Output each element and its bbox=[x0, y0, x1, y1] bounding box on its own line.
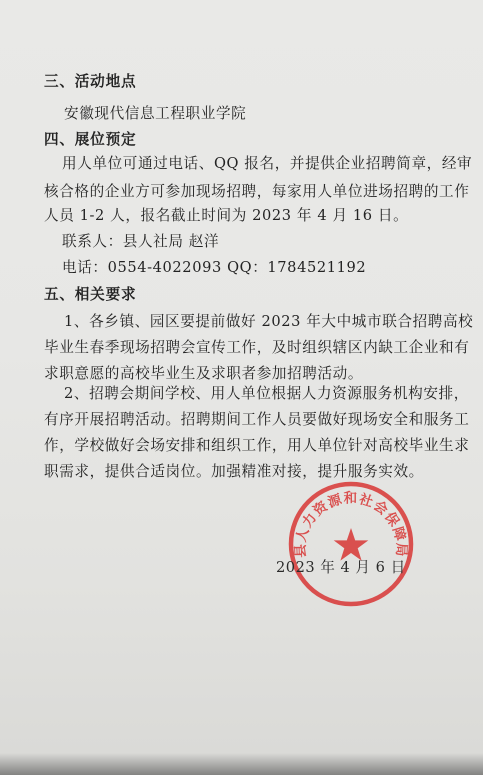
page-bottom-shadow bbox=[0, 753, 483, 775]
requirement-1-line: 1、各乡镇、园区要提前做好 2023 年大中城市联合招聘高校 bbox=[64, 313, 474, 330]
contact-person: 联系人：县人社局 赵洋 bbox=[62, 233, 220, 250]
contact-phone: 电话：0554-4022093 QQ：1784521192 bbox=[62, 259, 367, 276]
requirement-2-line: 职需求，提供合适岗位。加强精准对接，提升服务实效。 bbox=[44, 463, 424, 480]
requirement-1-line: 求职意愿的高校毕业生及求职者参加招聘活动。 bbox=[44, 365, 364, 382]
section3-heading: 三、活动地点 bbox=[44, 73, 137, 90]
requirement-2-line: 2、招聘会期间学校、用人单位根据人力资源服务机构安排， bbox=[64, 385, 469, 402]
location-text: 安徽现代信息工程职业学院 bbox=[64, 105, 247, 122]
section4-heading: 四、展位预定 bbox=[44, 131, 137, 148]
requirement-2-line: 作，学校做好会场安排和组织工作，用人单位针对高校毕业生求 bbox=[44, 437, 470, 454]
section4-para-line: 核合格的企业方可参加现场招聘，每家用人单位进场招聘的工作 bbox=[44, 183, 470, 200]
requirement-1-line: 毕业生春季现场招聘会宣传工作，及时组织辖区内缺工企业和有 bbox=[44, 339, 470, 356]
section4-para-line: 用人单位可通过电话、QQ 报名，并提供企业招聘简章，经审 bbox=[62, 155, 473, 172]
requirement-2-line: 有序开展招聘活动。招聘期间工作人员要做好现场安全和服务工 bbox=[44, 411, 470, 428]
section5-heading: 五、相关要求 bbox=[44, 286, 137, 303]
section4-para-line: 人员 1-2 人，报名截止时间为 2023 年 4 月 16 日。 bbox=[44, 207, 409, 224]
official-seal-stamp bbox=[285, 478, 417, 610]
signature-date: 2023 年 4 月 6 日 bbox=[276, 559, 406, 576]
seal-arc-text: 县人力资源和社会保障局 bbox=[292, 490, 410, 558]
